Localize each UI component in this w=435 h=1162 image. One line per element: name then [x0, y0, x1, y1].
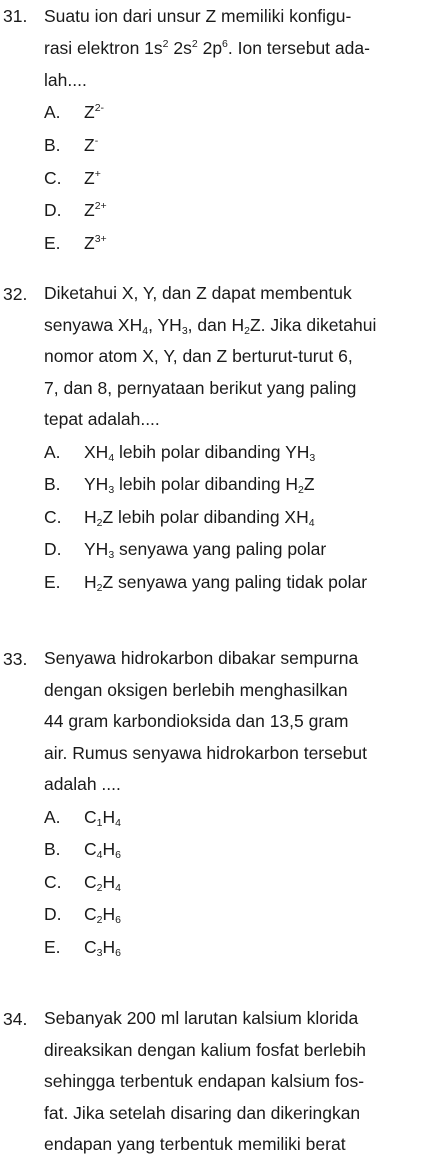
option-text: $C_2H_6$: [84, 904, 121, 927]
option-e[interactable]: [0, 227, 435, 260]
stem-line: endapan yang terbentuk memiliki berat: [44, 1134, 346, 1155]
option-label: A.: [44, 806, 61, 827]
stem-line: Suatu ion dari unsur Z memiliki konfigu-: [44, 6, 352, 26]
option-label: E.: [44, 233, 61, 254]
question-34: [0, 1003, 435, 1161]
option-c[interactable]: [0, 162, 435, 195]
option-d[interactable]: [0, 194, 435, 227]
option-text: $H_2Z$ lebih polar dibanding $XH_4$: [84, 506, 315, 529]
option-label: B.: [44, 839, 61, 860]
option-text: $YH_3$ senyawa yang paling polar: [84, 539, 327, 562]
option-label: A.: [44, 441, 61, 462]
option-a[interactable]: [0, 801, 435, 834]
question-stem: [44, 1003, 429, 1161]
option-c[interactable]: [0, 866, 435, 899]
option-label: D.: [44, 539, 62, 560]
option-text: $C_1H_4$: [84, 806, 121, 829]
option-d[interactable]: [0, 898, 435, 931]
stem-line: 7, dan 8, pernyataan berikut yang paling: [44, 377, 357, 398]
option-label: C.: [44, 871, 62, 892]
stem-line: air. Rumus senyawa hidrokarbon tersebut: [44, 742, 367, 763]
option-label: A.: [44, 102, 61, 122]
stem-line: tepat adalah....: [44, 409, 160, 430]
option-e[interactable]: [0, 566, 435, 599]
option-a[interactable]: [0, 96, 435, 129]
stem-line: nomor atom X, Y, dan Z berturut-turut 6,: [44, 346, 353, 367]
stem-line: sehingga terbentuk endapan kalsium fos-: [44, 1071, 365, 1092]
option-e[interactable]: [0, 931, 435, 964]
option-label: D.: [44, 200, 62, 221]
option-label: B.: [44, 474, 61, 495]
option-text: $Z^{3+}$: [84, 233, 107, 254]
option-list: [0, 96, 435, 260]
option-text: $C_3H_6$: [84, 936, 121, 959]
option-text: Z-: [84, 134, 99, 155]
option-text: Z+: [84, 167, 101, 188]
question-number: 31.: [3, 6, 28, 26]
stem-line: Diketahui X, Y, dan Z dapat membentuk: [44, 283, 352, 303]
option-list: [0, 436, 435, 599]
question-32: [0, 278, 435, 598]
stem-line: 44 gram karbondioksida dan 13,5 gram: [44, 711, 349, 732]
option-text: $C_2H_4$: [84, 871, 121, 894]
stem-line: fat. Jika setelah disaring dan dikeringkan: [44, 1102, 361, 1123]
stem-line: direaksikan dengan kalium fosfat berlebih: [44, 1039, 366, 1060]
option-text: $C_4H_6$: [84, 839, 121, 862]
question-stem: [44, 0, 429, 96]
stem-line: lah....: [44, 70, 87, 90]
option-text: $Z^{2+}$: [84, 200, 107, 221]
option-b[interactable]: [0, 468, 435, 501]
stem-line: senyawa $XH_4$, $YH_3$, dan $H_2Z$. Jika diketahui: [44, 314, 377, 337]
option-label: C.: [44, 506, 62, 527]
option-a[interactable]: [0, 436, 435, 469]
question-31: [0, 0, 435, 260]
stem-line: dengan oksigen berlebih menghasilkan: [44, 679, 348, 700]
stem-line: Senyawa hidrokarbon dibakar sempurna: [44, 648, 359, 668]
option-label: D.: [44, 904, 62, 925]
question-stem: [44, 643, 429, 801]
option-d[interactable]: [0, 533, 435, 566]
option-text: $Z^{2-}$: [84, 102, 105, 122]
question-stem: [44, 278, 429, 436]
stem-line: rasi elektron $1s^2$ $2s^2$ $2p^6$. Ion tersebut ada-: [44, 38, 370, 58]
option-label: C.: [44, 167, 62, 188]
option-label: E.: [44, 936, 61, 957]
question-number: 33.: [3, 649, 28, 669]
stem-line: Sebanyak 200 ml larutan kalsium klorida: [44, 1008, 359, 1028]
option-list: [0, 801, 435, 964]
option-label: B.: [44, 134, 61, 155]
option-b[interactable]: [0, 833, 435, 866]
option-text: $XH_4$ lebih polar dibanding $YH_3$: [84, 441, 316, 464]
stem-line: adalah ....: [44, 774, 121, 795]
question-number: 34.: [3, 1009, 28, 1029]
option-text: $YH_3$ lebih polar dibanding $H_2Z$: [84, 474, 315, 497]
option-label: E.: [44, 571, 61, 592]
option-b[interactable]: [0, 129, 435, 162]
option-c[interactable]: [0, 501, 435, 534]
option-text: $H_2Z$ senyawa yang paling tidak polar: [84, 571, 368, 594]
question-number: 32.: [3, 284, 28, 304]
question-33: [0, 643, 435, 963]
